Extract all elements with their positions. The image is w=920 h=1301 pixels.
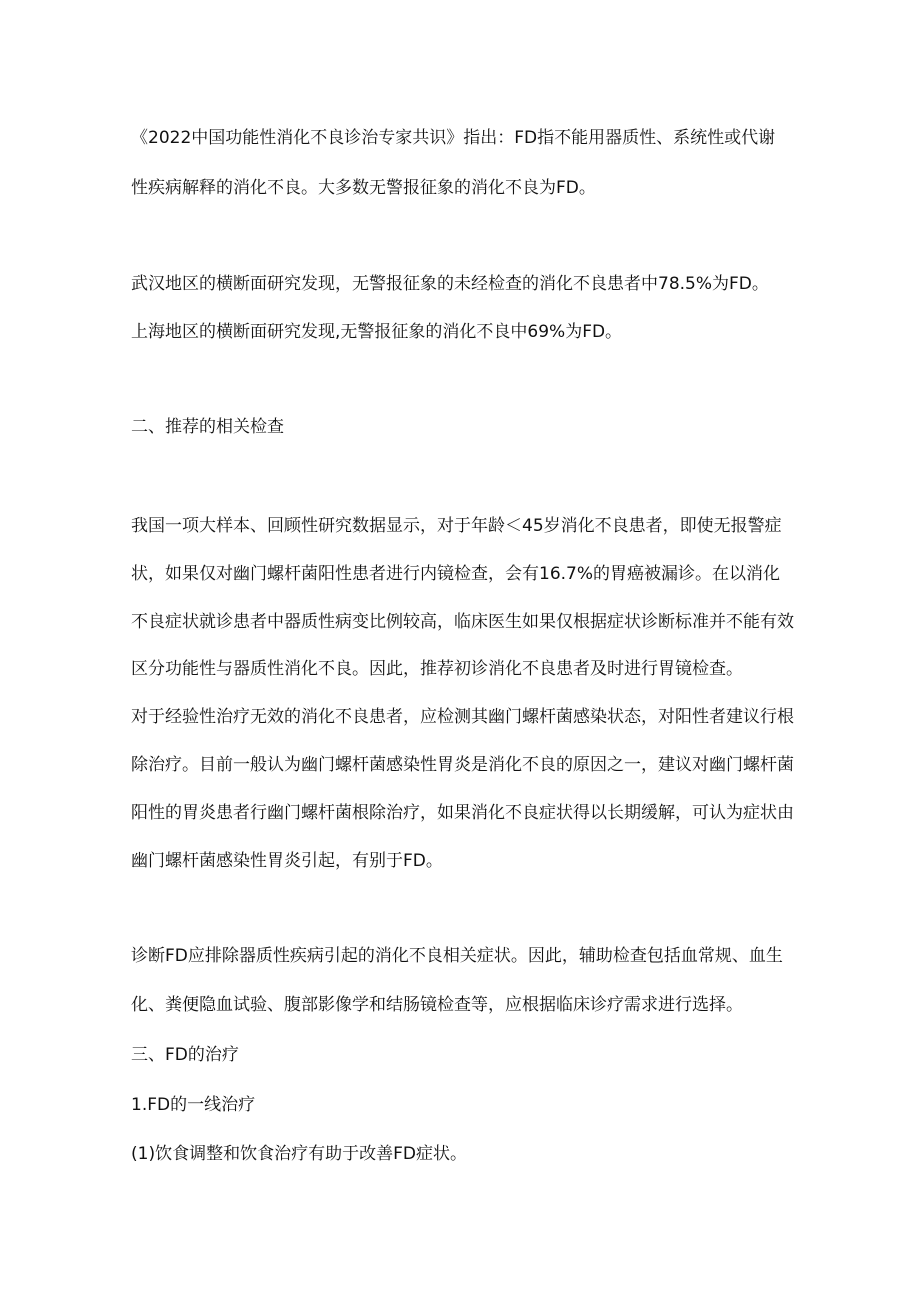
paragraph-consensus-line-2: 性疾病解释的消化不良。大多数无警报征象的消化不良为FD。 — [131, 178, 596, 198]
paragraph-wuhan-study: 武汉地区的横断面研究发现，无警报征象的未经检查的消化不良患者中78.5%为FD。 — [131, 274, 769, 294]
paragraph-diagnosis-line-2: 化、粪便隐血试验、腹部影像学和结肠镜检查等，应根据临床诊疗需求进行选择。 — [131, 995, 743, 1015]
section-heading-fd-treatment: 三、FD的治疗 — [131, 1045, 239, 1065]
paragraph-study-line-3: 不良症状就诊患者中器质性病变比例较高，临床医生如果仅根据症状诊断标准并不能有效 — [131, 612, 794, 632]
paragraph-study-line-4: 区分功能性与器质性消化不良。因此，推荐初诊消化不良患者及时进行胃镜检查。 — [131, 659, 743, 679]
paragraph-study-line-1: 我国一项大样本、回顾性研究数据显示，对于年龄＜45岁消化不良患者，即使无报警症 — [131, 516, 782, 536]
paragraph-diagnosis-line-1: 诊断FD应排除器质性疾病引起的消化不良相关症状。因此，辅助检查包括血常规、血生 — [131, 946, 783, 966]
paragraph-hp-line-4: 幽门螺杆菌感染性胃炎引起，有别于FD。 — [131, 851, 443, 871]
paragraph-study-line-2: 状，如果仅对幽门螺杆菌阳性患者进行内镜检查，会有16.7%的胃癌被漏诊。在以消化 — [131, 564, 781, 584]
section-heading-recommended-exams: 二、推荐的相关检查 — [131, 417, 284, 437]
paragraph-consensus-line-1: 《2022中国功能性消化不良诊治专家共识》指出：FD指不能用器质性、系统性或代谢 — [131, 128, 776, 148]
paragraph-hp-line-1: 对于经验性治疗无效的消化不良患者，应检测其幽门螺杆菌感染状态，对阳性者建议行根 — [131, 707, 794, 727]
paragraph-shanghai-study: 上海地区的横断面研究发现,无警报征象的消化不良中69%为FD。 — [131, 322, 623, 342]
list-item-diet: (1)饮食调整和饮食治疗有助于改善FD症状。 — [131, 1144, 467, 1164]
paragraph-hp-line-3: 阳性的胃炎患者行幽门螺杆菌根除治疗，如果消化不良症状得以长期缓解，可认为症状由 — [131, 803, 794, 823]
subsection-heading-first-line-treatment: 1.FD的一线治疗 — [131, 1095, 256, 1115]
paragraph-hp-line-2: 除治疗。目前一般认为幽门螺杆菌感染性胃炎是消化不良的原因之一，建议对幽门螺杆菌 — [131, 755, 794, 775]
